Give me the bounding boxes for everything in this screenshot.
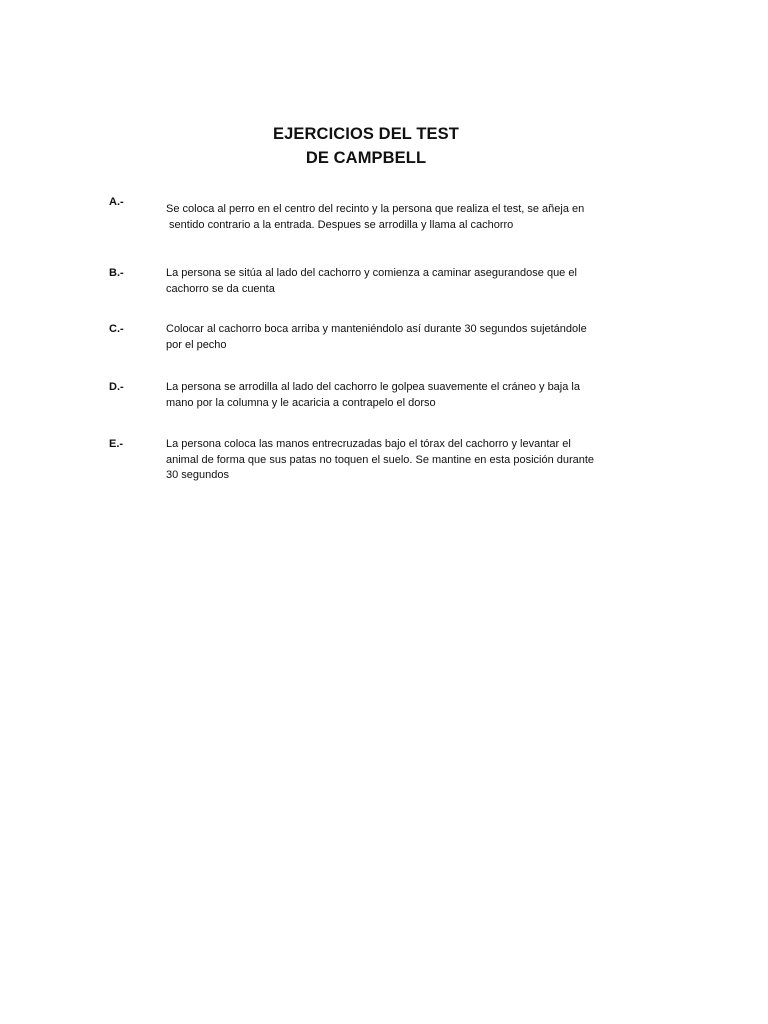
exercise-label: A.- <box>109 196 124 208</box>
exercise-text-line: sentido contrario a la entrada. Despues se arrodilla y llama al cachorro <box>166 218 514 231</box>
document-title <box>0 122 732 170</box>
exercise-text-line: por el pecho <box>166 338 227 351</box>
exercise-text-line: mano por la columna y le acaricia a contrapelo el dorso <box>166 396 436 409</box>
exercise-text-line: 30 segundos <box>166 469 229 481</box>
title-line-2: DE CAMPBELL <box>305 149 427 167</box>
exercise-text-line: La persona se sitúa al lado del cachorro y comienza a caminar asegurandose que el <box>166 267 577 279</box>
exercise-text-line: Colocar al cachorro boca arriba y manteniéndolo así durante 30 segundos sujetándole <box>166 323 587 335</box>
title-line-1: EJERCICIOS DEL TEST <box>273 125 459 143</box>
exercise-text-line: cachorro se da cuenta <box>166 282 275 295</box>
exercise-label: E.- <box>109 438 124 450</box>
exercise-text <box>166 322 616 353</box>
exercise-label: C.- <box>109 323 124 335</box>
exercise-text-line: La persona coloca las manos entrecruzadas bajo el tórax del cachorro y levantar el <box>166 438 571 450</box>
exercise-text <box>166 380 616 411</box>
exercise-label: B.- <box>109 267 124 279</box>
exercise-text <box>166 266 616 297</box>
exercise-label: D.- <box>109 381 124 393</box>
exercise-text-line: La persona se arrodilla al lado del cachorro le golpea suavemente el cráneo y baja la <box>166 381 580 393</box>
exercise-text <box>166 437 616 484</box>
exercise-text-line: Se coloca al perro en el centro del recinto y la persona que realiza el test, se añeja en <box>166 203 585 215</box>
exercise-text-line: animal de forma que sus patas no toquen el suelo. Se mantine en esta posición durante <box>166 453 595 466</box>
exercise-text <box>166 202 616 233</box>
